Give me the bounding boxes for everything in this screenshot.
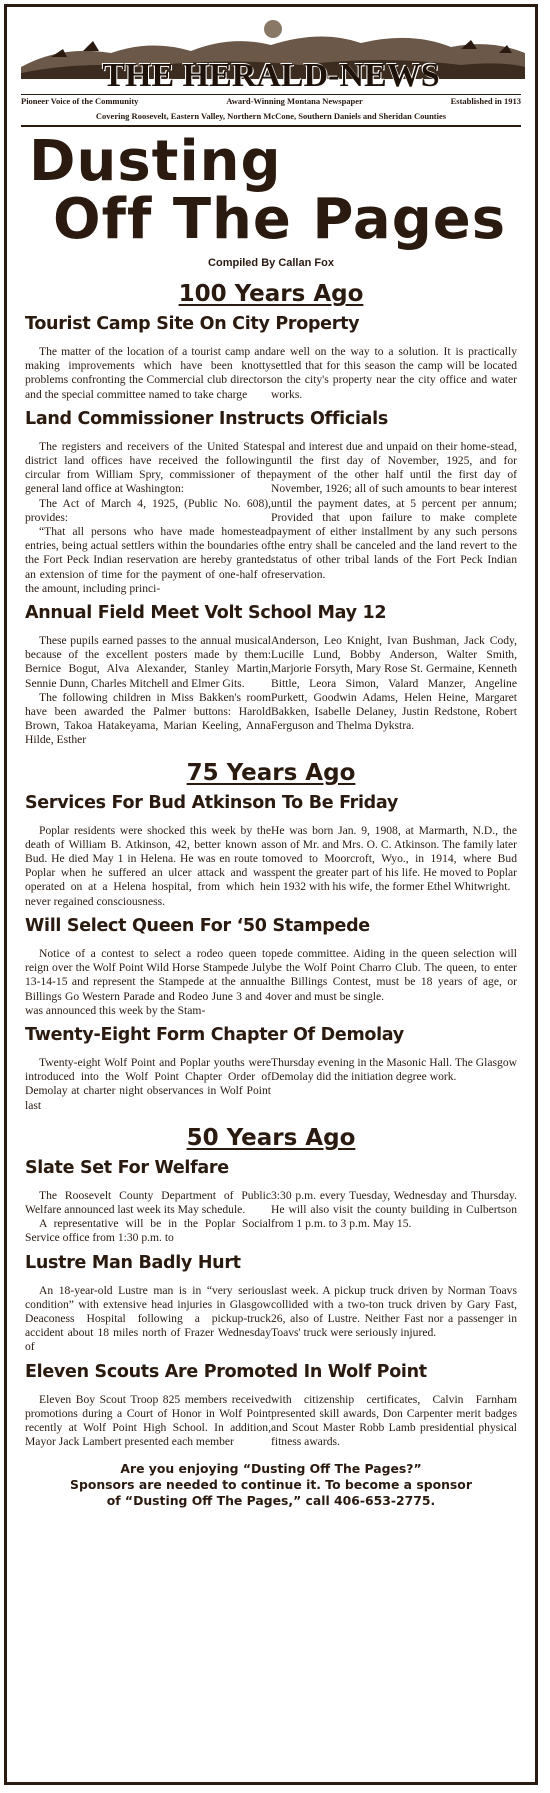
tagline-center: Award-Winning Montana Newspaper [226, 96, 363, 106]
story-headline: Eleven Scouts Are Promoted In Wolf Point [25, 1361, 427, 1382]
story-paragraph: The Roosevelt County Department of Public Welfare announced last week its May schedule. [25, 1188, 271, 1216]
story [21, 1252, 521, 1355]
era-heading: 50 Years Ago [186, 1124, 356, 1151]
era-heading: 75 Years Ago [186, 759, 356, 786]
story [21, 1361, 521, 1450]
story-paragraph: He was born Jan. 9, 1908, at Marmarth, N.D., the son of Mr. and Mrs. O. C. Atkinson. The family later moved to Moorcroft, Wyo., in 1914, where Bud spent the greater part of his life. He moved to Poplar in 1932 with his wife, the former Ethel Whitwright. [271, 823, 517, 894]
story-column-left [25, 1189, 271, 1246]
story-column-left [25, 634, 271, 748]
story-paragraph: A representative will be in the Poplar Social Service office from 1:30 p.m. to [25, 1217, 271, 1245]
story-column-left [25, 440, 271, 596]
story-body [21, 1278, 521, 1355]
masthead [21, 13, 521, 105]
story [21, 408, 521, 596]
story-body [21, 1183, 521, 1246]
masthead-tagline-row [21, 94, 521, 106]
sponsor-line: Sponsors are needed to continue it. To become a sponsor [70, 1477, 472, 1493]
story-paragraph: pede committee. Aiding in the queen selection will be the Wolf Point Charro Club. The queen, to enter the Billings Contest, must be 18 years of age, or over and must be single. [271, 946, 517, 1003]
story-body [21, 434, 521, 596]
story-column-right [271, 634, 517, 748]
story-paragraph: Thursday evening in the Masonic Hall. The Glasgow Demolay did the initiation degree work. [271, 1055, 517, 1084]
story-headline: Land Commissioner Instructs Officials [25, 408, 388, 429]
story-column-left [25, 1393, 271, 1450]
story-paragraph: Twenty-eight Wolf Point and Poplar youths were introduced into the Wolf Point Chapter Order of Demolay at charter night observances in Wolf Point last [25, 1055, 271, 1112]
tagline-left: Pioneer Voice of the Community [21, 96, 139, 106]
coverage-line: Covering Roosevelt, Eastern Valley, Northern McCone, Southern Daniels and Sheridan Counties [21, 111, 521, 127]
story-paragraph: Anderson, Leo Knight, Ivan Bushman, Jack Cody, Lucille Lund, Bobby Anderson, Walter Smith, Marjorie Forsyth, Mary Rose St. Germaine, Kenneth Bittle, Leora Simon, Valard Manzer, Angeline Purkett, Goodwin Adams, Helen Heine, Margaret Bakken, Isabelle Delaney, Justin Redstone, Robert Ferguson and Thelma Dykstra. [271, 634, 517, 733]
story-headline: Services For Bud Atkinson To Be Friday [25, 792, 398, 813]
story-headline: Will Select Queen For ‘50 Stampede [25, 915, 370, 936]
story-column-left [25, 1056, 271, 1113]
sponsor-line: Are you enjoying “Dusting Off The Pages?” [120, 1461, 422, 1477]
story-paragraph: The Act of March 4, 1925, (Public No. 608), provides: [25, 496, 271, 524]
story-paragraph: pal and interest due and unpaid on their home-stead, until the first day of November, 1925, and for payment of the other half until the first day of November, 1926; all of such amounts to bear interest until the payment dates, at 5 percent per annum; Provided that upon failure to make complete payment of either installment by any such persons the entry shall be canceled and the land revert to the status of other tribal lands of the Fort Peck Indian reservation. [271, 439, 517, 581]
story-column-right [271, 440, 517, 596]
story-headline: Twenty-Eight Form Chapter Of Demolay [25, 1024, 404, 1045]
story-paragraph: 3:30 p.m. every Tuesday, Wednesday and Thursday. He will also visit the county building in Culbertson from 1 p.m. to 3 p.m. May 15. [271, 1188, 517, 1231]
story-column-left [25, 1284, 271, 1355]
story-paragraph: These pupils earned passes to the annual musical because of the excellent posters made by them: Bernice Bogut, Alva Alexander, Stanley Martin, Sennie Dunn, Charles Mitchell and Elmer Gits. [25, 634, 271, 690]
story-column-left [25, 947, 271, 1018]
story-body [21, 941, 521, 1018]
story-paragraph: with citizenship certificates, Calvin Farnham presented skill awards, Don Carpenter merit badges and Scout Master Robb Lamb presidential physical fitness awards. [271, 1392, 517, 1449]
sponsor-line: of “Dusting Off The Pages,” call 406-653-2775. [106, 1493, 436, 1509]
story-column-right [271, 345, 517, 402]
newspaper-name: THE HERALD-NEWS [102, 57, 440, 94]
story-column-right [271, 947, 517, 1018]
story-body [21, 1387, 521, 1450]
story [21, 602, 521, 748]
story [21, 792, 521, 909]
story-column-right [271, 1393, 517, 1450]
story-body [21, 339, 521, 402]
section-title-line-2: Off The Pages [53, 187, 507, 252]
section-title-line-1: Dusting [29, 129, 282, 194]
story-headline: Lustre Man Badly Hurt [25, 1252, 241, 1273]
story-paragraph: Eleven Boy Scout Troop 825 members received promotions during a Court of Honor in Wolf Point recently at Wolf Point High School. In addition, Mayor Jack Lambert presented each member [25, 1392, 271, 1449]
story-column-right [271, 1189, 517, 1246]
story-paragraph: are well on the way to a solution. It is practically settled that for this season the camp will be located on the city's property near the city office and water works. [271, 345, 517, 401]
story-column-left [25, 345, 271, 402]
story-headline: Tourist Camp Site On City Property [25, 314, 360, 334]
story-paragraph: “That all persons who have made homestead entries, being actual settlers within the boundaries of the Fort Peck Indian reservation are hereby granted an extension of time for the payment of one-half of the amount, including princi- [25, 525, 271, 595]
story-paragraph: Poplar residents were shocked this week by the death of William B. Atkinson, 42, better known as Bud. He died May 1 in Helena. He was en route to Poplar when he suffered an ulcer attack and was operated on at a Helena hospital, from which he never regained consciousness. [25, 823, 271, 908]
story-paragraph: The registers and receivers of the United States district land offices have received the following circular from William Spry, commissioner of the general land office at Washington: [25, 439, 271, 496]
newspaper-page [4, 4, 538, 1785]
story-paragraph: The matter of the location of a tourist camp and making improvements which have been knotty problems confronting the Commercial club directors and the special committee named to take charge [25, 345, 271, 401]
story [21, 313, 521, 402]
story-headline: Annual Field Meet Volt School May 12 [25, 603, 387, 624]
story-paragraph: The following children in Miss Bakken's room have been awarded the Palmer buttons: Harold Brown, Takoa Hatakeyama, Marian Keeling, Anna Hilde, Esther [25, 690, 271, 747]
story-column-left [25, 824, 271, 909]
tagline-right: Established in 1913 [450, 96, 521, 106]
story [21, 915, 521, 1018]
story-paragraph: An 18-year-old Lustre man is in “very serious condition” with extensive head injuries in Glasgow Deaconess Hospital following a pickup-truck accident about 18 miles north of Frazer Wednesday of [25, 1283, 271, 1354]
story-body [21, 818, 521, 909]
sponsor-appeal [21, 1461, 521, 1509]
story-column-right [271, 824, 517, 909]
story-body [21, 1050, 521, 1113]
story-headline: Slate Set For Welfare [25, 1157, 229, 1178]
era-heading: 100 Years Ago [178, 281, 364, 307]
story-column-right [271, 1284, 517, 1355]
story-column-right [271, 1056, 517, 1113]
story [21, 1157, 521, 1246]
story-paragraph: Notice of a contest to select a rodeo queen to reign over the Wolf Point Wild Horse Stampede July 13-14-15 and represent the Stampede at the annual Billings Go Western Parade and Rodeo June 3 and 4 was announced this week by the Stam- [25, 946, 271, 1017]
byline: Compiled By Callan Fox [208, 257, 334, 269]
story [21, 1024, 521, 1113]
story-body [21, 628, 521, 748]
story-paragraph: last week. A pickup truck driven by Norman Toavs collided with a two-ton truck driven by Gary Fast, 26, also of Lustre. Neither Fast nor a passenger in Toavs' truck were seriously injured. [271, 1283, 517, 1340]
section-title [21, 129, 521, 252]
